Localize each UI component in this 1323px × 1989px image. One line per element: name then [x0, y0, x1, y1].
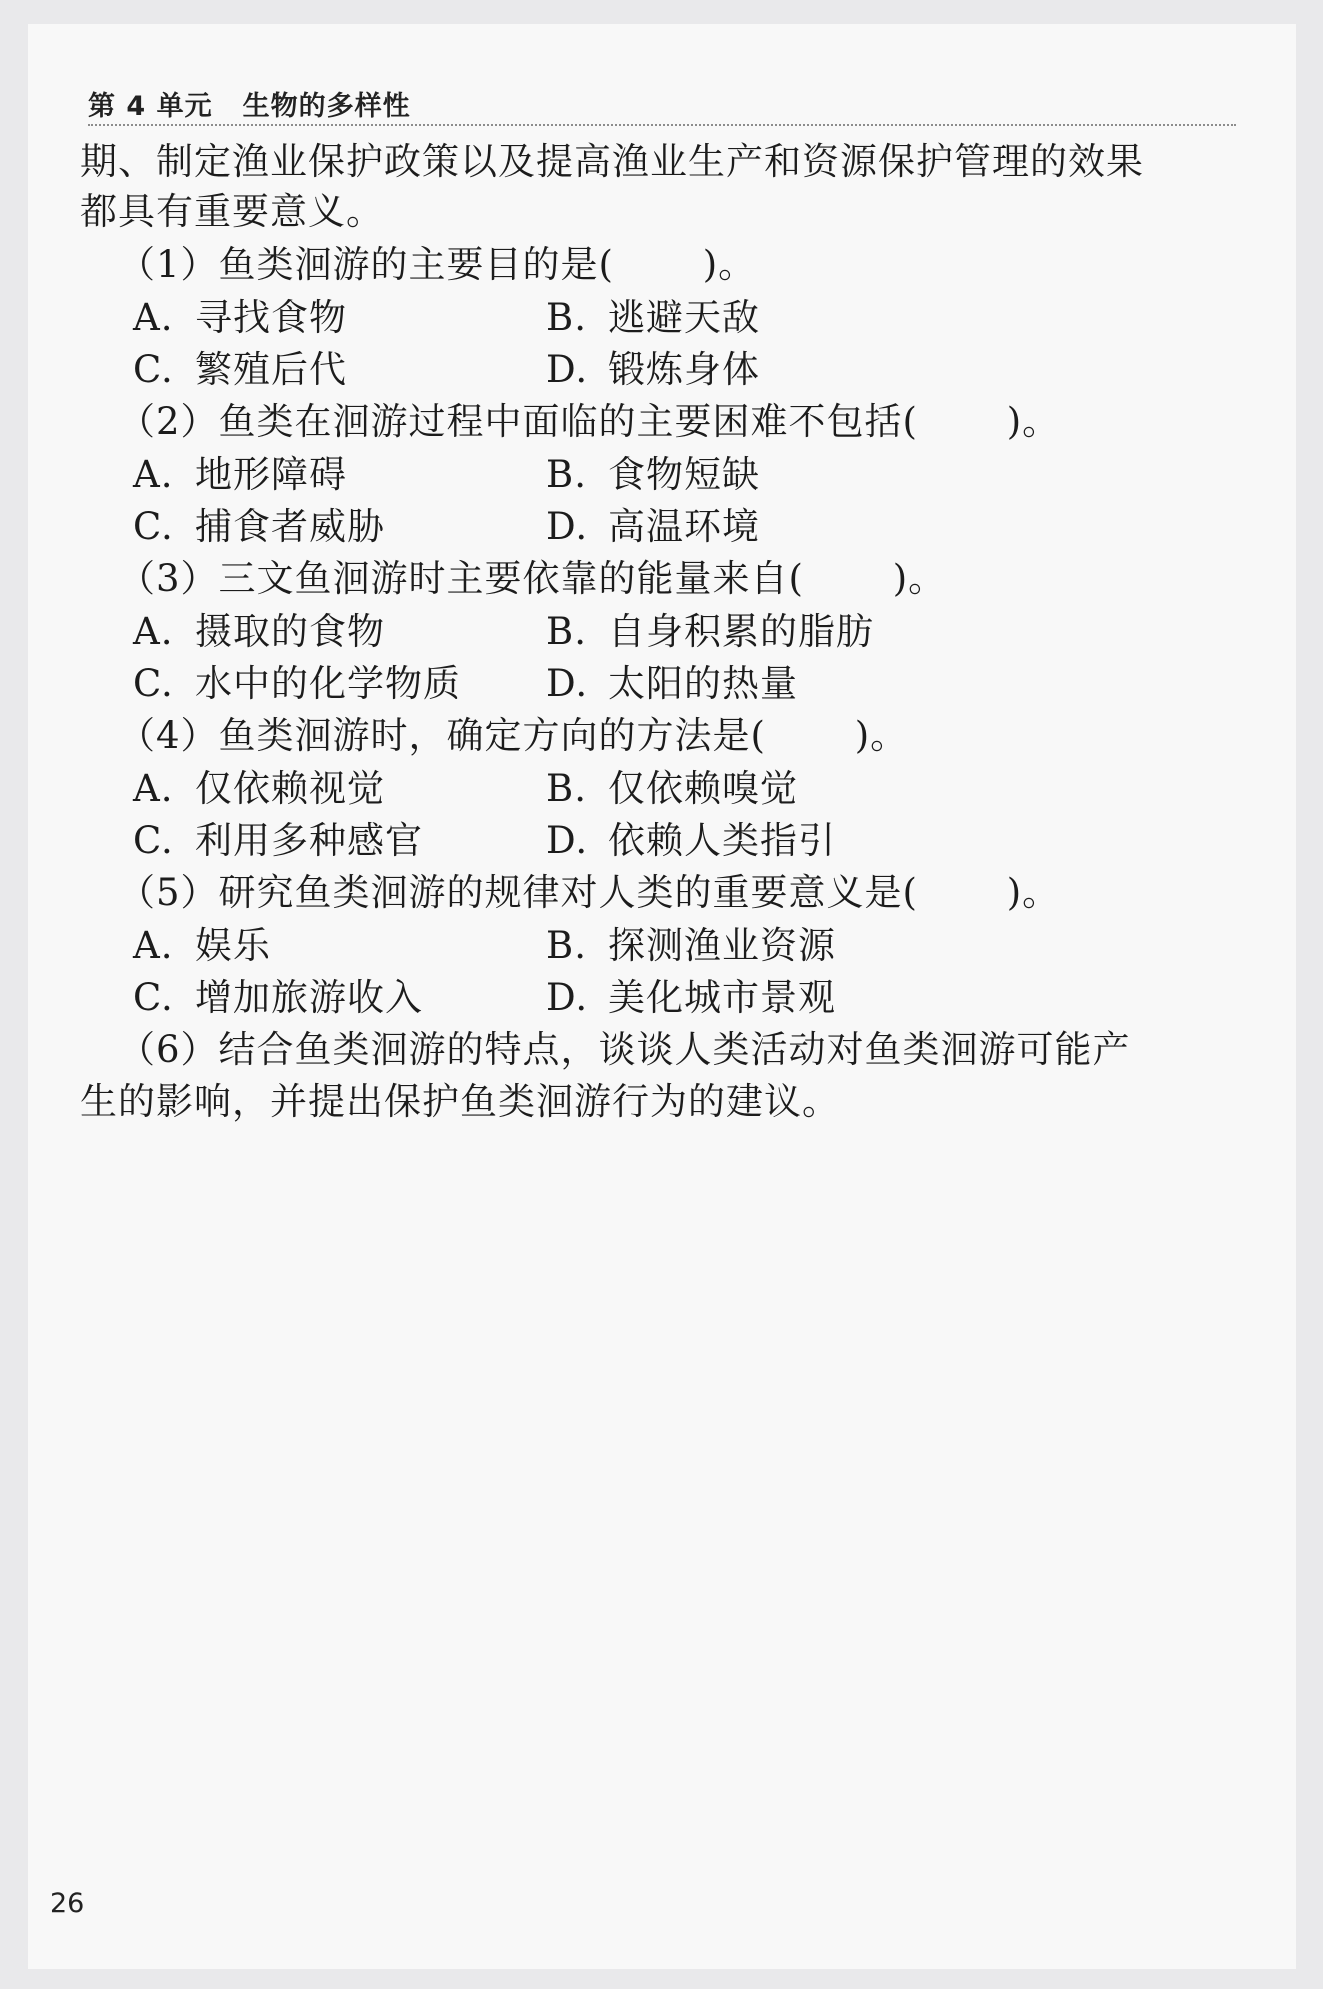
running-header: [88, 84, 411, 123]
option-letter: C.: [133, 505, 174, 548]
option-letter: D.: [546, 662, 589, 705]
option-text: 仅依赖嗅觉: [608, 767, 798, 810]
question-4-option-b: [546, 767, 798, 811]
option-letter: C.: [133, 348, 174, 391]
question-5-option-a: [133, 924, 271, 968]
option-text: 增加旅游收入: [195, 976, 423, 1019]
option-letter: D.: [546, 819, 589, 862]
option-text: 繁殖后代: [195, 348, 347, 391]
question-3-option-c: [133, 662, 461, 706]
question-5-option-d: [546, 976, 836, 1020]
question-5-option-c: [133, 976, 423, 1020]
option-letter: A.: [133, 296, 174, 339]
option-text: 高温环境: [608, 505, 760, 548]
question-3-option-a: [133, 610, 385, 654]
option-text: 捕食者威胁: [195, 505, 385, 548]
question-1-option-d: [546, 348, 760, 392]
option-letter: C.: [133, 976, 174, 1019]
question-3-option-b: [546, 610, 874, 654]
option-text: 寻找食物: [195, 296, 347, 339]
page-number: 26: [50, 1888, 85, 1919]
option-letter: B.: [546, 453, 587, 496]
question-1-option-b: [546, 296, 760, 340]
question-1-option-c: [133, 348, 347, 392]
question-4-option-c: [133, 819, 423, 863]
question-2-option-d: [546, 505, 760, 549]
option-text: 仅依赖视觉: [195, 767, 385, 810]
question-2-option-a: [133, 453, 347, 497]
option-letter: D.: [546, 348, 589, 391]
question-5-option-b: [546, 924, 836, 968]
option-letter: A.: [133, 610, 174, 653]
option-text: 摄取的食物: [195, 610, 385, 653]
option-letter: A.: [133, 767, 174, 810]
question-6-line-1: （6）结合鱼类洄游的特点，谈谈人类活动对鱼类洄游可能产: [118, 1028, 1131, 1071]
option-text: 太阳的热量: [608, 662, 798, 705]
option-text: 地形障碍: [195, 453, 347, 496]
unit-label: 第 4 单元: [88, 91, 213, 122]
question-3-option-d: [546, 662, 798, 706]
option-text: 依赖人类指引: [608, 819, 836, 862]
question-2-option-c: [133, 505, 385, 549]
question-2-stem: （2）鱼类在洄游过程中面临的主要困难不包括( )。: [118, 400, 1061, 443]
question-3-stem: （3）三文鱼洄游时主要依靠的能量来自( )。: [118, 557, 947, 600]
option-text: 利用多种感官: [195, 819, 423, 862]
option-letter: D.: [546, 976, 589, 1019]
question-4-option-a: [133, 767, 385, 811]
question-1-option-a: [133, 296, 347, 340]
option-text: 美化城市景观: [608, 976, 836, 1019]
option-letter: C.: [133, 819, 174, 862]
option-letter: B.: [546, 767, 587, 810]
option-text: 锻炼身体: [608, 348, 760, 391]
intro-line-1: 期、制定渔业保护政策以及提高渔业生产和资源保护管理的效果: [80, 140, 1144, 183]
option-letter: A.: [133, 453, 174, 496]
question-1-stem: （1）鱼类洄游的主要目的是( )。: [118, 243, 757, 286]
option-letter: A.: [133, 924, 174, 967]
question-4-stem: （4）鱼类洄游时，确定方向的方法是( )。: [118, 714, 909, 757]
question-6-line-2: 生的影响，并提出保护鱼类洄游行为的建议。: [80, 1080, 840, 1123]
option-letter: B.: [546, 296, 587, 339]
header-divider: [88, 124, 1236, 126]
intro-line-2: 都具有重要意义。: [80, 190, 384, 233]
question-4-option-d: [546, 819, 836, 863]
option-text: 探测渔业资源: [608, 924, 836, 967]
option-letter: B.: [546, 924, 587, 967]
option-text: 娱乐: [195, 924, 271, 967]
question-5-stem: （5）研究鱼类洄游的规律对人类的重要意义是( )。: [118, 871, 1061, 914]
option-text: 食物短缺: [608, 453, 760, 496]
option-letter: D.: [546, 505, 589, 548]
option-letter: C.: [133, 662, 174, 705]
option-text: 逃避天敌: [608, 296, 760, 339]
option-text: 水中的化学物质: [195, 662, 461, 705]
unit-title: 生物的多样性: [242, 91, 411, 122]
option-text: 自身积累的脂肪: [608, 610, 874, 653]
question-2-option-b: [546, 453, 760, 497]
option-letter: B.: [546, 610, 587, 653]
